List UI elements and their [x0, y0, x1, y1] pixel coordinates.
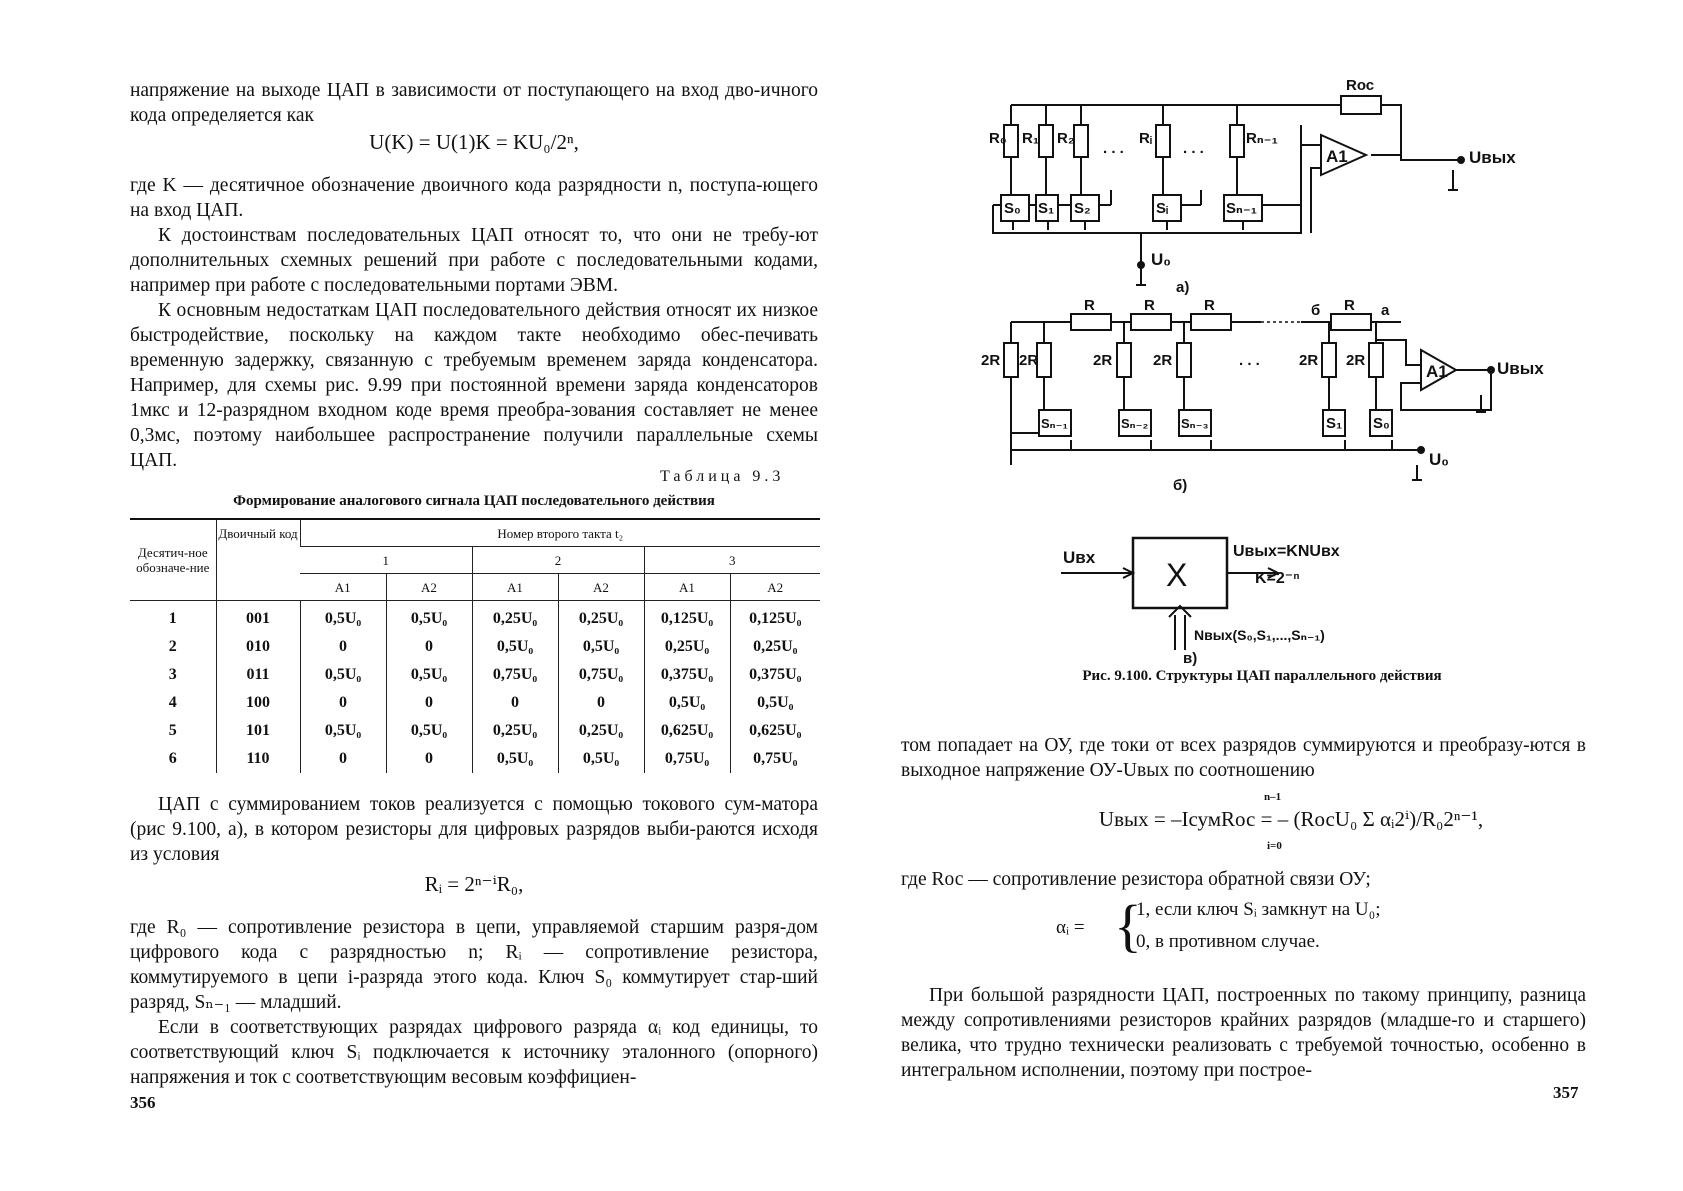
fig-a-amp: A1 — [1326, 147, 1348, 166]
table-row — [130, 689, 820, 717]
fig-c-out1: Uвых=KNUвх — [1233, 543, 1340, 560]
fig-a-s1: S₁ — [1038, 200, 1055, 217]
cell-decimal: 4 — [168, 694, 177, 711]
fig-a-ri: Rᵢ — [1139, 130, 1152, 147]
case-1: 1, если ключ Sᵢ замкнут на U₀; — [1136, 899, 1381, 920]
paragraph-2: где K — десятичное обозначение двоичного кода разрядности n, поступа-ющего на вход ЦАП. — [130, 175, 818, 221]
fig-c-label: в) — [1183, 650, 1198, 667]
data-table — [130, 518, 820, 773]
cell-value: 0,25U₀ — [730, 633, 820, 661]
sub-header: A1 — [300, 574, 386, 601]
cell-binary: 001 — [216, 601, 300, 634]
table-number: Таблица 9.3 — [660, 468, 785, 485]
cell-binary: 110 — [216, 745, 300, 773]
cell-value: 0,5U₀ — [386, 601, 472, 634]
table-row — [130, 633, 820, 661]
paragraph-2: где Rос — сопротивление резистора обратной связи ОУ; — [901, 869, 1371, 890]
fig-b-2r: 2R — [1019, 352, 1039, 369]
table-row — [130, 661, 820, 689]
alpha-lhs: αᵢ = — [1056, 917, 1085, 938]
fig-b-r: R — [1204, 297, 1215, 314]
cell-value: 0 — [386, 745, 472, 773]
cell-value: 0,5U₀ — [472, 633, 558, 661]
cell-value: 0,625U₀ — [730, 717, 820, 745]
header-binary: Двоичный код — [216, 519, 300, 601]
sub-header: A1 — [644, 574, 730, 601]
fig-a-r2: R₂ — [1057, 130, 1075, 147]
header-tact-3: 3 — [644, 547, 820, 574]
figure-caption: Рис. 9.100. Структуры ЦАП параллельного действия — [1082, 668, 1442, 684]
fig-c-x: X — [1166, 557, 1188, 593]
fig-a-s2: S₂ — [1074, 200, 1091, 217]
fig-b-u0: U₀ — [1429, 450, 1449, 469]
cell-value: 0 — [300, 745, 386, 773]
cell-value: 0,5U₀ — [386, 661, 472, 689]
paragraph-7: Если в соответствующих разрядах цифрового разряда αᵢ код единицы, то соответствующий ключ Sᵢ подключается к источнику эталонного (опорного) напряжения и ток с соответствующим весовым коэффициен- — [130, 1017, 818, 1088]
cell-value: 0,5U₀ — [300, 661, 386, 689]
fig-a-u0: U₀ — [1151, 250, 1171, 269]
table-row — [130, 601, 820, 634]
fig-a-sn1: Sₙ₋₁ — [1226, 200, 1257, 217]
paragraph-1: том попадает на ОУ, где токи от всех разрядов суммируются и преобразу-ются в выходное напряжение ОУ-Uвых по соотношению — [901, 735, 1586, 781]
fig-c-out2: K=2⁻ⁿ — [1255, 570, 1300, 587]
fig-b-sn2: Sₙ₋₂ — [1121, 416, 1149, 431]
fig-b-r: R — [1084, 297, 1095, 314]
fig-b-amp: A1 — [1426, 362, 1448, 381]
fig-a-label: а) — [1176, 279, 1190, 296]
fig-b-sn1: Sₙ₋₁ — [1041, 416, 1068, 431]
cell-value: 0,125U₀ — [730, 601, 820, 634]
fig-b-node-a: a — [1381, 302, 1390, 319]
fig-b-r: R — [1344, 297, 1355, 314]
fig-b-dots: . . . — [1239, 352, 1260, 369]
table-row — [130, 717, 820, 745]
cell-value: 0,5U₀ — [300, 601, 386, 634]
cell-value: 0,75U₀ — [730, 745, 820, 773]
paragraph-1: напряжение на выходе ЦАП в зависимости от поступающего на вход дво-ичного кода определяется как — [130, 80, 818, 126]
cell-value: 0,5U₀ — [472, 745, 558, 773]
sub-header: A1 — [472, 574, 558, 601]
fig-a-uout: Uвых — [1469, 148, 1516, 167]
formula-uout: Uвых = –IсумRос = – (RосU₀ Σ αᵢ2ⁱ)/R₀2ⁿ⁻¹, n–1 i=0 — [1098, 791, 1484, 852]
paragraph-3: При большой разрядности ЦАП, построенных по такому принципу, разница между сопротивлениями резисторов крайних разрядов (младше-го и старшего) велика, что трудно технически реализовать с требуемой точностью, особенно в интегральном исполнении, поэтому при построе- — [901, 985, 1586, 1081]
cell-value: 0,375U₀ — [644, 661, 730, 689]
fig-b-2r: 2R — [1093, 352, 1113, 369]
paragraph-3: К достоинствам последовательных ЦАП относят то, что они не требу-ют дополнительных схемных решений при работе с последовательными кодами, например при работе с последовательными портами ЭВМ. — [130, 225, 818, 296]
left-page — [0, 0, 841, 1191]
alpha-cases — [1056, 895, 1476, 965]
cell-value: 0,5U₀ — [644, 689, 730, 717]
sub-header: A2 — [558, 574, 644, 601]
cell-binary: 101 — [216, 717, 300, 745]
cell-value: 0,75U₀ — [558, 661, 644, 689]
fig-b-2r: 2R — [1346, 352, 1366, 369]
fig-b-2r: 2R — [981, 352, 1001, 369]
fig-b-node-b: б — [1311, 302, 1321, 319]
fig-a-dots: . . . — [1103, 140, 1124, 157]
paragraph-6: где R₀ — сопротивление резистора в цепи, управляемой старшим разря-дом цифрового кода с разрядностью n; Rᵢ — сопротивление резистора, коммутируемого в цепи i-разряда этого кода. Ключ S₀ коммутирует стар-ший разряд, Sₙ₋₁ — младший. — [130, 917, 818, 1013]
figure-9-100 — [841, 0, 1683, 700]
cell-value: 0,25U₀ — [558, 717, 644, 745]
fig-a-r1: R₁ — [1022, 130, 1040, 147]
cell-value: 0,5U₀ — [300, 717, 386, 745]
fig-b-uout: Uвых — [1497, 359, 1544, 378]
fig-b-r: R — [1144, 297, 1155, 314]
fig-a-rn1: Rₙ₋₁ — [1246, 130, 1278, 147]
fig-b-2r: 2R — [1153, 352, 1173, 369]
paragraph-5: ЦАП с суммированием токов реализуется с помощью токового сум-матора (рис 9.100, а), в котором резисторы для цифровых разрядов выби-раются исходя из условия — [130, 794, 818, 865]
sum-upper: n–1 — [1264, 791, 1282, 803]
case-2: 0, в противном случае. — [1136, 931, 1320, 952]
cell-value: 0,25U₀ — [558, 601, 644, 634]
fig-c-uin: Uвх — [1063, 548, 1096, 567]
formula-ri: Rᵢ = 2ⁿ⁻ⁱR₀, — [424, 872, 524, 896]
fig-b-2r: 2R — [1299, 352, 1319, 369]
cell-value: 0,5U₀ — [558, 633, 644, 661]
header-decimal: Десятич-ное обозначе-ние — [130, 519, 216, 601]
cell-value: 0,25U₀ — [644, 633, 730, 661]
fig-b-s1: S₁ — [1326, 415, 1343, 432]
paragraph-4: К основным недостаткам ЦАП последовательного действия относят их низкое быстродействие, поскольку на каждом такте необходимо обес-печивать временную задержку, связанную с требуемым временем заряда конденсатора. Например, для схемы рис. 9.99 при постоянной времени заряда конденсаторов 1мкс и 12-разрядном входном коде время преобра-зования составляет не менее 0,3мс, поэтому наибольшее распространение получили параллельные схемы ЦАП. — [130, 300, 818, 471]
cell-value: 0,75U₀ — [644, 745, 730, 773]
cell-value: 0,25U₀ — [472, 717, 558, 745]
cell-value: 0,5U₀ — [386, 717, 472, 745]
cell-value: 0,125U₀ — [644, 601, 730, 634]
cell-decimal: 3 — [168, 666, 177, 683]
fig-a-s0: S₀ — [1004, 200, 1021, 217]
cell-binary: 100 — [216, 689, 300, 717]
brace-icon: { — [1114, 893, 1142, 958]
cell-value: 0 — [300, 689, 386, 717]
cell-value: 0,625U₀ — [644, 717, 730, 745]
table-title: Формирование аналогового сигнала ЦАП последовательного действия — [233, 493, 715, 509]
cell-decimal: 6 — [168, 750, 177, 767]
header-tact: Номер второго такта t₂ — [300, 519, 820, 547]
cell-binary: 010 — [216, 633, 300, 661]
fig-b-s0: S₀ — [1373, 415, 1390, 432]
fig-b-label: б) — [1173, 477, 1188, 494]
page-number: 357 — [1553, 1083, 1579, 1102]
cell-value: 0 — [386, 633, 472, 661]
cell-value: 0,25U₀ — [472, 601, 558, 634]
cell-decimal: 2 — [168, 638, 177, 655]
right-page — [841, 0, 1683, 1191]
cell-value: 0,375U₀ — [730, 661, 820, 689]
fig-a-rf: Rос — [1346, 77, 1375, 94]
sub-header: A2 — [730, 574, 820, 601]
fig-b-sn3: Sₙ₋₃ — [1181, 416, 1209, 431]
sum-lower: i=0 — [1267, 840, 1282, 852]
cell-value: 0,5U₀ — [558, 745, 644, 773]
fig-a-r0: R₀ — [989, 130, 1007, 147]
cell-decimal: 5 — [168, 722, 177, 739]
header-tact-1: 1 — [300, 547, 472, 574]
fig-a-si: Sᵢ — [1156, 200, 1169, 217]
cell-binary: 011 — [216, 661, 300, 689]
cell-value: 0 — [300, 633, 386, 661]
fig-c-n: Nвых(S₀,S₁,...,Sₙ₋₁) — [1194, 627, 1325, 643]
table-row — [130, 745, 820, 773]
fig-a-dots-2: . . . — [1183, 140, 1204, 157]
cell-value: 0 — [472, 689, 558, 717]
formula-uk: U(K) = U(1)K = KU₀/2ⁿ, — [369, 130, 579, 154]
cell-value: 0,75U₀ — [472, 661, 558, 689]
cell-value: 0,5U₀ — [730, 689, 820, 717]
sub-header: A2 — [386, 574, 472, 601]
page-number: 356 — [130, 1093, 156, 1112]
cell-value: 0 — [386, 689, 472, 717]
cell-decimal: 1 — [168, 610, 177, 627]
cell-value: 0 — [558, 689, 644, 717]
header-tact-2: 2 — [472, 547, 644, 574]
